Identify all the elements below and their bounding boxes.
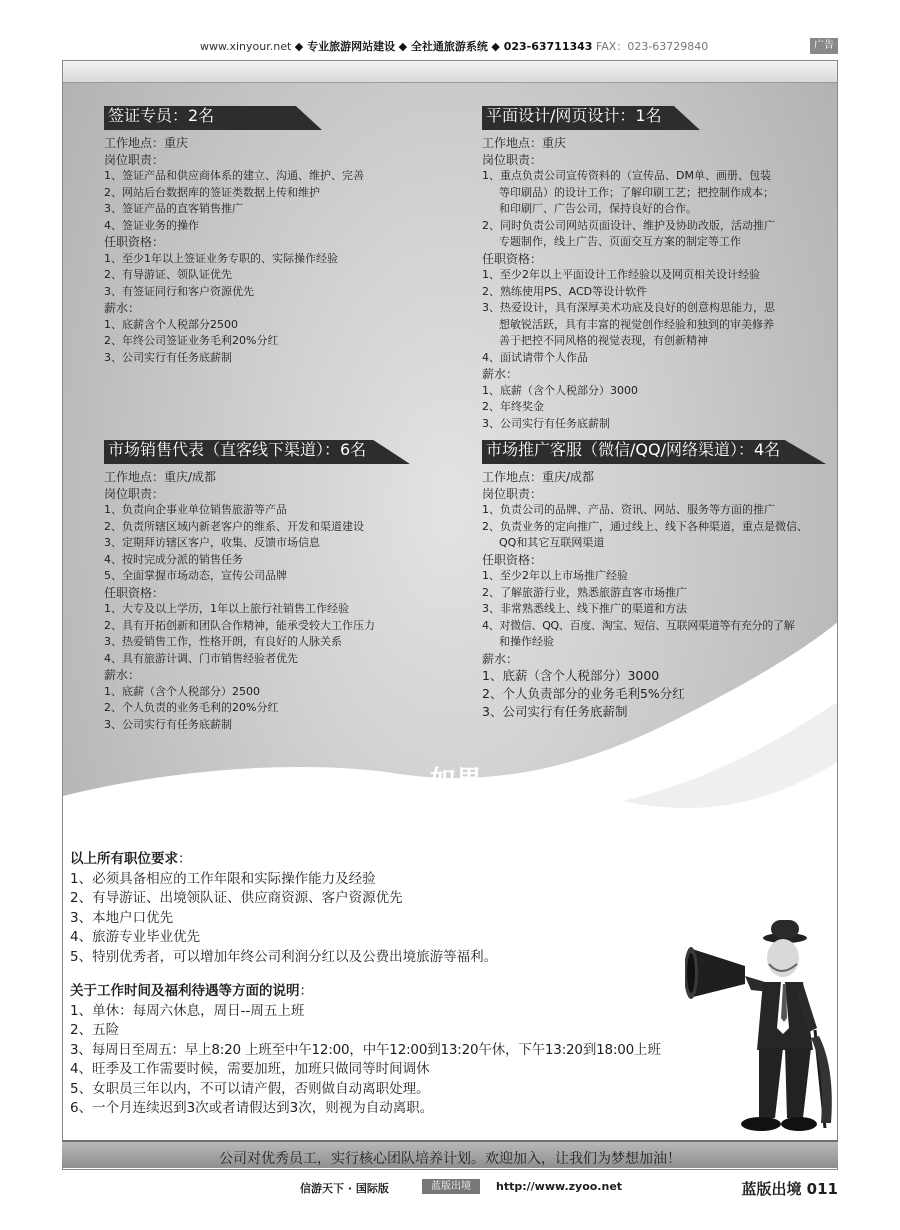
job-title (482, 106, 832, 130)
salary-label: 薪水： (104, 668, 141, 682)
duty-item: 和印刷厂、广告公司，保持良好的合作。 (499, 202, 697, 215)
header-service2: 全社通旅游系统 (410, 40, 488, 53)
job-title-text: 平面设计/网页设计：1名 (486, 106, 662, 125)
benefit-item: 2、五险 (70, 1022, 120, 1038)
benefit-item: 5、女职员三年以内，不可以请产假，否则做自动离职处理。 (70, 1080, 430, 1097)
benefit-item: 1、单休：每周六休息，周日--周五上班 (70, 1002, 305, 1019)
requirement-item: 3、本地户口优先 (70, 909, 174, 926)
footer-url[interactable]: http://www.zyoo.net (496, 1180, 623, 1193)
job-location: 工作地点：重庆 (104, 136, 189, 150)
qual-item: 2、具有开拓创新和团队合作精神，能承受较大工作压力 (104, 618, 375, 632)
duty-item: 5、全面掌握市场动态，宣传公司品牌 (104, 569, 287, 582)
requirements-section (70, 850, 497, 967)
job-graphic-designer (482, 106, 832, 432)
job-location: 工作地点：重庆 (482, 136, 567, 150)
job-title (104, 440, 474, 464)
salary-label: 薪水： (482, 651, 519, 666)
footer-slogan-band (62, 1140, 838, 1168)
duty-item: 3、签证产品的直客销售推广 (104, 202, 243, 215)
qual-item: 4、对微信、QQ、百度、淘宝、短信、互联网渠道等有充分的了解 (482, 618, 795, 632)
duties-label: 岗位职责： (104, 486, 165, 501)
job-title-text: 市场销售代表（直客线下渠道）：6名 (108, 440, 367, 459)
salary-label: 薪水： (482, 367, 519, 381)
ad-tag: 广告 (810, 38, 838, 54)
duty-item: 1、负责向企事业单位销售旅游等产品 (104, 503, 287, 516)
header-phone: 023-63711343 (503, 40, 593, 53)
duty-item: 2、负责所辖区域内新老客户的维系、开发和渠道建设 (104, 519, 364, 533)
duty-item: 2、网站后台数据库的签证类数据上传和维护 (104, 185, 320, 199)
footer-slogan-text: 公司对优秀员工，实行核心团队培养计划。欢迎加入，让我们为梦想加油！ (219, 1151, 681, 1167)
duties-label: 岗位职责： (482, 152, 543, 167)
job-title-text: 市场推广客服（微信/QQ/网络渠道）：4名 (486, 440, 781, 459)
requirement-item: 4、旅游专业毕业优先 (70, 929, 201, 945)
qual-label: 任职资格： (104, 235, 165, 249)
duty-item: 2、同时负责公司网站页面设计、维护及协助改版，活动推广 (482, 218, 775, 232)
duty-item: 4、按时完成分派的销售任务 (104, 552, 243, 566)
salary-item: 2、年终公司签证业务毛利20%分红 (104, 334, 279, 347)
salary-item: 1、底薪（含个人税部分）3000 (482, 668, 660, 683)
job-title-text: 签证专员：2名 (108, 106, 215, 125)
slogan-big-1: 如果 (430, 766, 483, 796)
duty-item: 3、定期拜访辖区客户，收集、反馈市场信息 (104, 536, 320, 549)
qual-item: 想敏锐活跃，具有丰富的视觉创作经验和独到的审美修养 (499, 317, 774, 331)
salary-item: 2、个人负责的业务毛利的20%分红 (104, 701, 279, 714)
job-location: 工作地点：重庆/成都 (482, 470, 595, 484)
salary-item: 1、底薪（含个人税部分）3000 (482, 383, 638, 397)
duty-item: QQ和其它互联网渠道 (499, 536, 605, 549)
salary-label: 薪水： (104, 301, 141, 315)
qual-item: 2、有导游证、领队证优先 (104, 268, 232, 281)
qual-item: 和操作经验 (499, 635, 554, 648)
duty-item: 1、负责公司的品牌、产品、资讯、网站、服务等方面的推广 (482, 503, 775, 516)
slogan-big-3: 团队！ (546, 814, 643, 852)
salary-item: 3、公司实行有任务底薪制 (104, 350, 232, 364)
qual-label: 任职资格： (482, 251, 543, 266)
qual-item: 3、有签证同行和客户资源优先 (104, 284, 254, 298)
salary-item: 2、年终奖金 (482, 400, 544, 413)
requirement-item: 1、必须具备相应的工作年限和实际操作能力及经验 (70, 870, 376, 887)
salary-item: 3、公司实行有任务底薪制 (104, 717, 232, 731)
benefit-item: 3、每周日至周五：早上8:20 上班至中午12:00，中午12:00到13:20午休，下午13:20到18:00上班 (70, 1041, 661, 1058)
qual-item: 4、面试请带个人作品 (482, 350, 588, 364)
qual-item: 2、了解旅游行业，熟悉旅游直客市场推广 (482, 585, 687, 599)
slogan-small-1: 你是这样的人 (487, 778, 566, 793)
header-service1: 专业旅游网站建设 (307, 40, 396, 53)
salary-item: 2、个人负责部分的业务毛利5%分红 (482, 686, 685, 701)
slogan-big-2: 欢迎加入 (476, 796, 556, 820)
duty-item: 1、重点负责公司宣传资料的（宣传品、DM单、画册、包装 (482, 169, 771, 182)
duties-label: 岗位职责： (482, 486, 543, 501)
job-visa-specialist (104, 106, 464, 366)
salary-item: 3、公司实行有任务底薪制 (482, 704, 628, 719)
salary-item: 1、底薪（含个人税部分）2500 (104, 684, 260, 698)
header-line: www.xinyour.net ◆ 专业旅游网站建设 ◆ 全社通旅游系统 ◆ 023-63711343 FAX：023-63729840 (200, 40, 709, 53)
qual-label: 任职资格： (104, 585, 165, 600)
benefit-item: 4、旺季及工作需要时候，需要加班，加班只做同等时间调休 (70, 1061, 430, 1077)
megaphone-man-illustration (685, 918, 835, 1140)
salary-item: 3、公司实行有任务底薪制 (482, 416, 610, 430)
duty-item: 2、负责业务的定向推广，通过线上、线下各种渠道，重点是微信、 (482, 519, 808, 533)
publication-name: 信游天下 · 国际版 (300, 1182, 389, 1195)
qual-label: 任职资格： (482, 552, 543, 567)
job-title (482, 440, 834, 464)
job-marketing-promoter (482, 440, 834, 721)
qual-item: 1、至少2年以上平面设计工作经验以及网页相关设计经验 (482, 268, 760, 281)
page-footer (0, 1178, 900, 1200)
qual-item: 2、熟练使用PS、ACD等设计软件 (482, 284, 648, 298)
page-header (0, 38, 900, 58)
duty-item: 专题制作，线上广告、页面交互方案的制定等工作 (499, 235, 741, 248)
requirements-title: 以上所有职位要求： (70, 851, 192, 867)
duty-item: 4、签证业务的操作 (104, 218, 199, 232)
benefit-item: 6、一个月连续迟到3次或者请假达到3次，则视为自动离职。 (70, 1100, 434, 1116)
edition-badge: 蓝版出境 (422, 1179, 480, 1194)
header-site: www.xinyour.net (200, 40, 292, 53)
benefits-title: 关于工作时间及福利待遇等方面的说明： (70, 983, 313, 999)
qual-item: 1、大专及以上学历，1年以上旅行社销售工作经验 (104, 602, 349, 615)
duties-label: 岗位职责： (104, 152, 165, 167)
requirement-item: 5、特别优秀者，可以增加年终公司利润分红以及公费出境旅游等福利。 (70, 948, 498, 965)
qual-item: 3、热爱设计，具有深厚美术功底及良好的创意构思能力，思 (482, 301, 775, 314)
requirement-item: 2、有导游证、出境领队证、供应商资源、客户资源优先 (70, 890, 403, 906)
slogan-small-3: 我们的 (508, 844, 541, 857)
benefits-section (70, 982, 661, 1119)
page-number: 蓝版出境 011 (741, 1180, 838, 1198)
job-sales-representative (104, 440, 474, 733)
job-location: 工作地点：重庆/成都 (104, 470, 217, 484)
job-title (104, 106, 464, 130)
header-fax: FAX：023-63729840 (595, 40, 709, 53)
qual-item: 3、热爱销售工作，性格开朗，有良好的人脉关系 (104, 635, 342, 648)
salary-item: 1、底薪含个人税部分2500 (104, 317, 238, 331)
qual-item: 3、非常熟悉线上、线下推广的渠道和方法 (482, 602, 687, 615)
duty-item: 1、签证产品和供应商体系的建立、沟通、维护、完善 (104, 169, 364, 182)
duty-item: 等印刷品）的设计工作；了解印刷工艺；把控制作成本； (499, 185, 774, 199)
qual-item: 1、至少1年以上签证业务专职的、实际操作经验 (104, 251, 338, 265)
qual-item: 善于把控不同风格的视觉表现，有创新精神 (499, 334, 708, 347)
qual-item: 1、至少2年以上市场推广经验 (482, 569, 628, 582)
qual-item: 4、具有旅游计调、门市销售经验者优先 (104, 651, 298, 665)
